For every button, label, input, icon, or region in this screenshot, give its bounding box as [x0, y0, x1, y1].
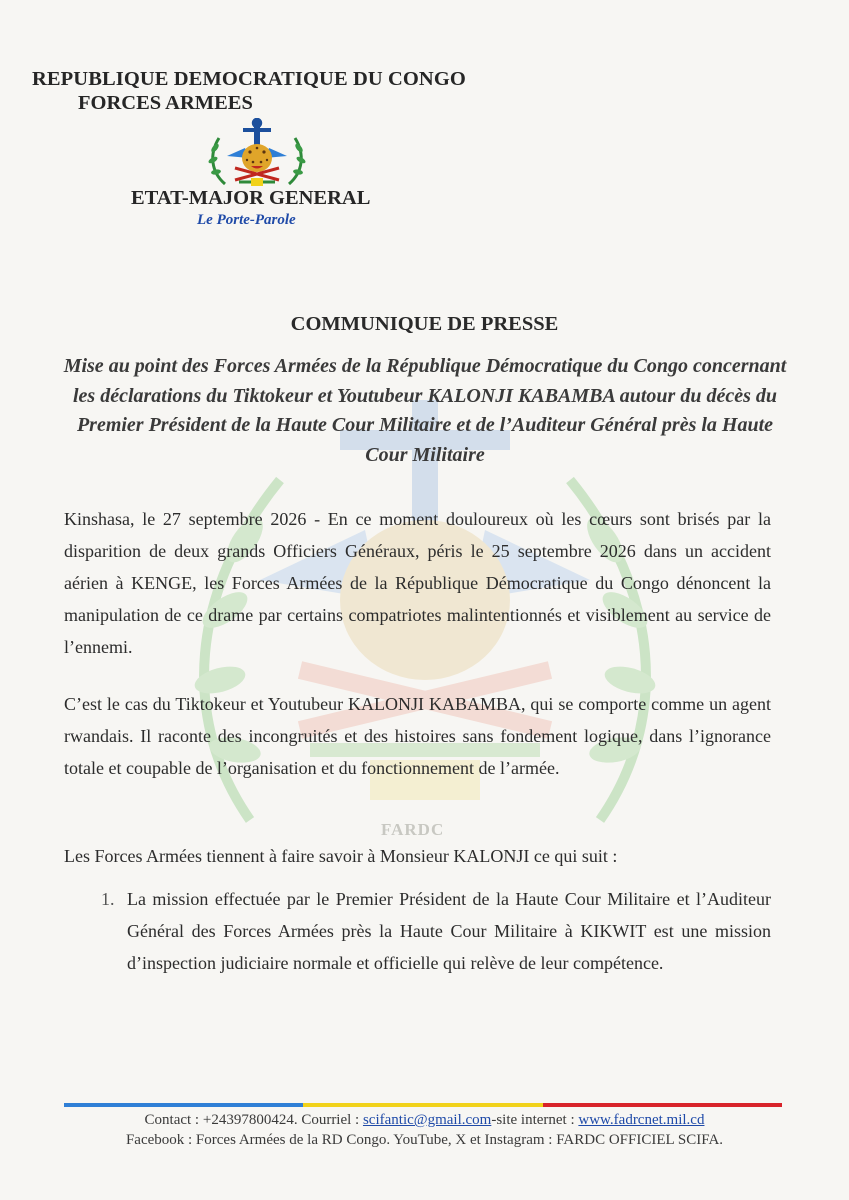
body-paragraph-1: Kinshasa, le 27 septembre 2026 - En ce moment douloureux où les cœurs sont brisés par la disparition de deux grands Officiers Généraux, péris le 25 septembre 2026 dans un accident aérien à KENGE, les Forces Armées de la République Démocratique du Congo dénoncent la manipulation de ce drame par certains compatriotes malintentionnés et visiblement au service de l’ennemi. [64, 509, 771, 657]
watermark-label: FARDC [381, 820, 445, 839]
tricolor-divider [64, 1103, 782, 1107]
tricolor-yellow [303, 1103, 542, 1107]
footer-contact [0, 1112, 849, 1129]
body-paragraph-2: C’est le cas du Tiktokeur et Youtubeur KALONJI KABAMBA, qui se comporte comme un agent rwandais. Il raconte des incongruités et des histoires sans fondement logique, dans l’ignorance totale et coupable de l’organisation et du fonctionnement de l’armée. [64, 694, 771, 778]
list-item-text: La mission effectuée par le Premier Président de la Haute Cour Militaire et l’Auditeur Général des Forces Armées près la Haute Cour Militaire à KIKWIT est une mission d’inspection judiciaire normale et officielle qui relève de leur compétence. [127, 889, 771, 973]
footer-contact-prefix: Contact : +24397800424. Courriel : [144, 1112, 363, 1128]
fardc-emblem-icon [205, 118, 309, 192]
footer-site-prefix: -site internet : [491, 1112, 579, 1128]
footer-email-link[interactable]: scifantic@gmail.com [362, 1112, 492, 1128]
footer-social: Facebook : Forces Armées de la RD Congo. YouTube, X et Instagram : FARDC OFFICIEL SCIFA. [125, 1132, 724, 1148]
header-office: ETAT-MAJOR GENERAL [131, 187, 371, 209]
header-role: Le Porte-Parole [197, 212, 296, 228]
page-title: COMMUNIQUE DE PRESSE [290, 313, 559, 335]
page-subtitle: Mise au point des Forces Armées de la République Démocratique du Congo concernant les déclarations du Tiktokeur et Youtubeur KALONJI KABAMBA autour du décès du Premier Président de la Haute Cour Militaire et de l’Auditeur Général près la Haute Cour Militaire [63, 355, 787, 466]
header-institution: FORCES ARMEES [78, 92, 253, 114]
list-item [101, 883, 771, 979]
list-item-number: 1. [101, 889, 115, 909]
tricolor-red [543, 1103, 782, 1107]
body-paragraph-3: Les Forces Armées tiennent à faire savoir à Monsieur KALONJI ce qui suit : [64, 846, 618, 866]
tricolor-blue [64, 1103, 303, 1107]
header-country: REPUBLIQUE DEMOCRATIQUE DU CONGO [32, 68, 466, 90]
footer-website-link[interactable]: www.fadrcnet.mil.cd [578, 1112, 705, 1128]
